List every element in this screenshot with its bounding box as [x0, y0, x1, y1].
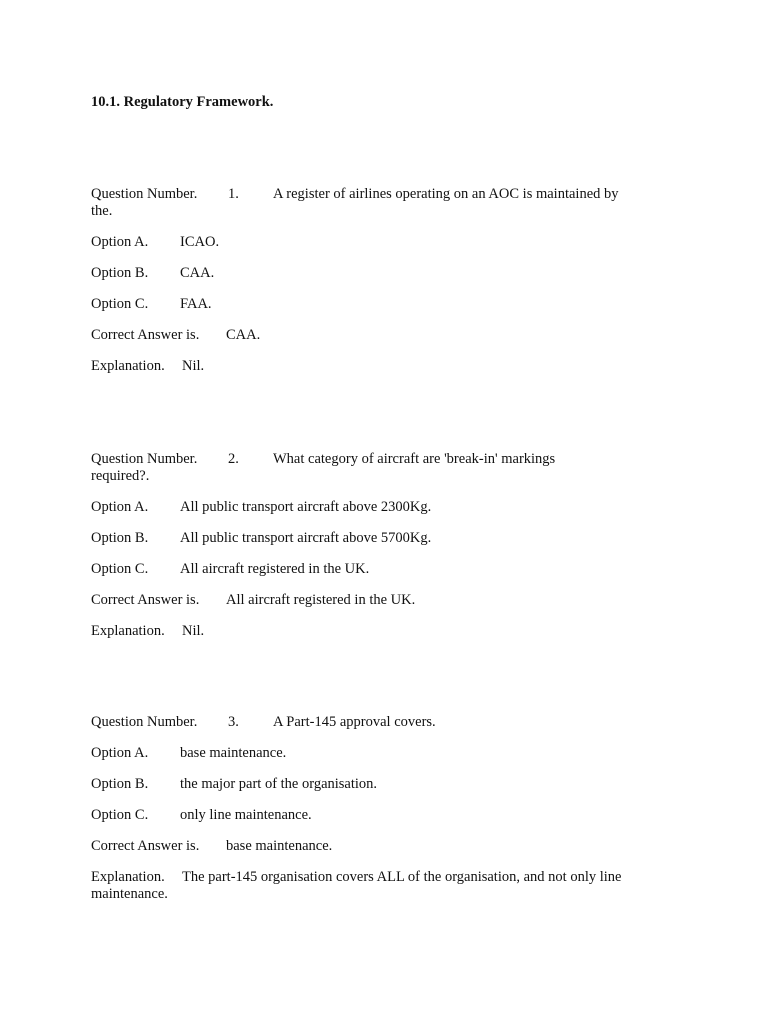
option-c-row	[91, 807, 651, 824]
question-number: 3.	[228, 714, 239, 730]
question-line	[91, 714, 651, 731]
question-number-label: Question Number.	[91, 714, 198, 730]
explanation-text: Nil.	[182, 623, 205, 639]
question-text: A register of airlines operating on an AOC is maintained by the.	[91, 186, 619, 219]
option-c-label: Option C.	[91, 807, 149, 823]
option-b-text: the major part of the organisation.	[180, 776, 378, 792]
correct-answer-text: base maintenance.	[226, 838, 333, 854]
option-c-label: Option C.	[91, 296, 149, 312]
option-c-label: Option C.	[91, 561, 149, 577]
option-a-row	[91, 234, 651, 251]
option-a-text: base maintenance.	[180, 745, 287, 761]
explanation-label: Explanation.	[91, 358, 165, 374]
question-text: What category of aircraft are 'break-in' markings required?.	[91, 451, 556, 484]
option-b-label: Option B.	[91, 776, 149, 792]
correct-answer-row	[91, 838, 651, 855]
option-a-label: Option A.	[91, 499, 149, 515]
option-c-text: FAA.	[180, 296, 212, 312]
question-line	[91, 451, 581, 485]
option-b-row	[91, 776, 651, 793]
explanation-label: Explanation.	[91, 623, 165, 639]
question-number-label: Question Number.	[91, 186, 198, 202]
option-a-label: Option A.	[91, 745, 149, 761]
explanation-text: The part-145 organisation covers ALL of the organisation, and not only line maintenance.	[91, 869, 622, 902]
correct-answer-label: Correct Answer is.	[91, 838, 200, 854]
correct-answer-text: CAA.	[226, 327, 261, 343]
option-a-row	[91, 745, 651, 762]
option-a-row	[91, 499, 651, 516]
question-text: A Part-145 approval covers.	[273, 714, 436, 730]
correct-answer-label: Correct Answer is.	[91, 327, 200, 343]
option-b-label: Option B.	[91, 265, 149, 281]
section-title: 10.1. Regulatory Framework.	[91, 94, 274, 110]
option-a-text: All public transport aircraft above 2300Kg.	[180, 499, 432, 515]
option-b-row	[91, 530, 651, 547]
option-c-row	[91, 296, 651, 313]
option-b-row	[91, 265, 651, 282]
correct-answer-label: Correct Answer is.	[91, 592, 200, 608]
option-b-text: CAA.	[180, 265, 215, 281]
question-block-1	[91, 186, 651, 375]
correct-answer-row	[91, 592, 651, 609]
option-a-label: Option A.	[91, 234, 149, 250]
question-block-3	[91, 714, 651, 903]
explanation-row	[91, 869, 651, 903]
question-number: 1.	[228, 186, 239, 202]
explanation-row	[91, 623, 651, 640]
option-c-text: only line maintenance.	[180, 807, 312, 823]
question-block-2	[91, 451, 651, 640]
option-b-label: Option B.	[91, 530, 149, 546]
question-number: 2.	[228, 451, 239, 467]
option-c-row	[91, 561, 651, 578]
question-line	[91, 186, 636, 220]
explanation-text: Nil.	[182, 358, 205, 374]
correct-answer-row	[91, 327, 651, 344]
explanation-row	[91, 358, 651, 375]
question-number-label: Question Number.	[91, 451, 198, 467]
explanation-label: Explanation.	[91, 869, 165, 885]
option-c-text: All aircraft registered in the UK.	[180, 561, 370, 577]
option-b-text: All public transport aircraft above 5700Kg.	[180, 530, 432, 546]
correct-answer-text: All aircraft registered in the UK.	[226, 592, 416, 608]
option-a-text: ICAO.	[180, 234, 220, 250]
